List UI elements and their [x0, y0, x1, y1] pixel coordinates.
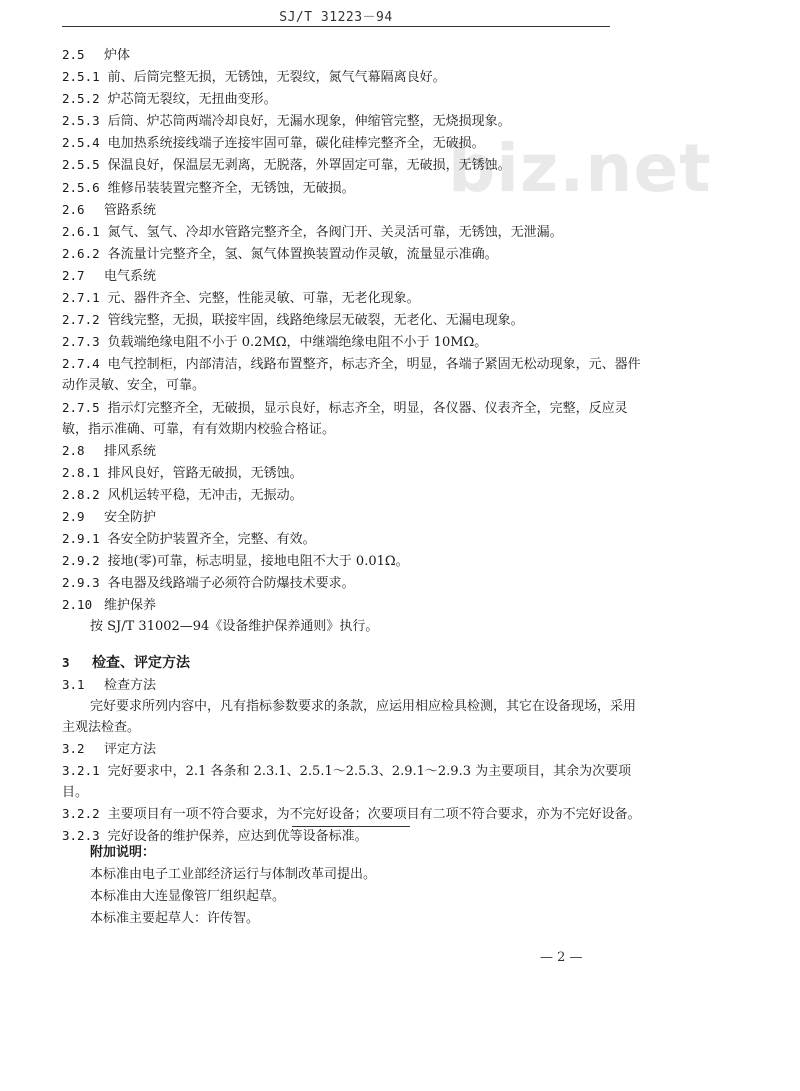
clause [62, 528, 642, 550]
clause-text: 风机运转平稳，无冲击，无振动。 [107, 487, 303, 503]
clause-number: 2.8.1 [62, 464, 100, 480]
clause-text: 电气系统 [104, 268, 157, 284]
clause-number: 2.5.5 [62, 157, 100, 173]
clause-number: 2.7.1 [62, 290, 100, 306]
clause-text: 按 SJ/T 31002—94《设备维护保养通则》执行。 [90, 619, 379, 635]
section-heading [62, 440, 642, 462]
clause-number: 2.10 [62, 597, 93, 613]
clause [62, 66, 642, 88]
clause-text: 检查、评定方法 [92, 654, 190, 671]
clause [62, 287, 642, 309]
clause-text: 氮气、氢气、冷却水管路完整齐全，各阀门开、关灵活可靠，无锈蚀，无泄漏。 [107, 224, 563, 240]
notes-line: 本标准由大连显像管厂组织起草。 [90, 889, 286, 904]
clause-text: 保温良好，保温层无剥离，无脱落，外罩固定可靠，无破损，无锈蚀。 [107, 158, 511, 174]
section-heading [62, 738, 642, 760]
clause-number: 2.9.2 [62, 553, 100, 569]
clause-number: 2.9.3 [62, 575, 100, 591]
section-heading [62, 674, 642, 696]
clause-text: 电气控制柜，内部清洁，线路布置整齐，标志齐全，明显，各端子紧固无松动现象，元、器件动作灵敏、安全，可靠。 [62, 357, 641, 394]
clause [62, 696, 642, 738]
clause [62, 353, 642, 396]
clause-number: 2.9.1 [62, 531, 100, 547]
clause-number: 2.8 [62, 442, 85, 458]
clause-text: 管路系统 [104, 202, 157, 218]
clause-text: 排风系统 [104, 443, 157, 459]
clause [62, 760, 642, 803]
clause-text: 维护保养 [104, 598, 157, 614]
clause-number: 2.5.1 [62, 69, 100, 85]
clause-text: 电加热系统接线端子连接牢固可靠，碳化硅棒完整齐全，无破损。 [107, 136, 485, 152]
clause [62, 221, 642, 243]
clause-number: 2.5 [62, 47, 85, 62]
clause [62, 88, 642, 110]
clause-number: 3.2 [62, 740, 85, 756]
clause-text: 完好要求中，2.1 各条和 2.3.1、2.5.1～2.5.3、2.9.1～2.9.3 为主要项目，其余为次要项目。 [62, 764, 632, 801]
clause-number: 3 [62, 654, 70, 670]
running-header: SJ/T 31223－94 [279, 10, 393, 25]
clause-text: 炉体 [104, 48, 131, 63]
section-heading [62, 506, 642, 528]
clause-number: 2.6 [62, 201, 85, 217]
clause-number: 2.5.4 [62, 135, 100, 151]
clause-number: 2.7 [62, 267, 85, 283]
clause-text: 各安全防护装置齐全，完整、有效。 [107, 532, 316, 548]
clause-text: 维修吊装装置完整齐全，无锈蚀，无破损。 [107, 180, 355, 196]
notes-line: 本标准主要起草人：许传智。 [90, 911, 260, 926]
clause [62, 397, 642, 440]
clause [62, 309, 642, 331]
notes-title: 附加说明： [90, 845, 156, 860]
clause [62, 154, 642, 176]
clause-number: 2.7.4 [62, 356, 100, 372]
clause [62, 331, 642, 353]
clause-text: 排风良好，管路无破损，无锈蚀。 [107, 465, 303, 481]
clause-number: 3.2.3 [62, 828, 100, 844]
clause-text: 元、器件齐全、完整，性能灵敏、可靠，无老化现象。 [107, 291, 420, 307]
additional-notes [90, 842, 376, 930]
watermark: biz.net [448, 130, 712, 207]
clause-number: 2.6.2 [62, 245, 100, 261]
clause [62, 803, 642, 825]
clause [62, 484, 642, 506]
clause-text: 炉芯筒无裂纹，无扭曲变形。 [107, 92, 277, 108]
clause-text: 管线完整，无损，联接牢固，线路绝缘层无破裂，无老化、无漏电现象。 [107, 313, 524, 329]
clause-text: 主要项目有一项不符合要求，为不完好设备；次要项目有二项不符合要求，亦为不完好设备。 [107, 807, 641, 823]
clause-number: 2.5.6 [62, 179, 100, 195]
section-heading [62, 652, 642, 674]
section-divider [292, 826, 410, 827]
page-number: — 2 — [540, 950, 583, 965]
clause [62, 550, 642, 572]
clause-number: 3.2.2 [62, 806, 100, 822]
section-heading [62, 265, 642, 287]
document-body [62, 44, 642, 847]
clause-number: 2.7.2 [62, 312, 100, 328]
clause [62, 110, 642, 132]
clause-text: 接地(零)可靠，标志明显，接地电阻不大于 0.01Ω。 [107, 554, 409, 570]
clause-number: 2.9 [62, 508, 85, 524]
clause-text: 完好设备的维护保养，应达到优等设备标准。 [107, 829, 368, 845]
clause-number: 2.8.2 [62, 486, 100, 502]
clause-text: 负载端绝缘电阻不小于 0.2MΩ，中继端绝缘电阻不小于 10MΩ。 [107, 335, 488, 351]
clause-text: 后筒、炉芯筒两端冷却良好，无漏水现象，伸缩管完整，无烧损现象。 [107, 114, 511, 130]
clause-text: 前、后筒完整无损，无锈蚀，无裂纹，氮气气幕隔离良好。 [107, 70, 446, 86]
clause-text: 检查方法 [104, 677, 157, 693]
clause [62, 572, 642, 594]
clause-number: 2.5.3 [62, 113, 100, 129]
clause-text: 完好要求所列内容中，凡有指标参数要求的条款，应运用相应检具检测，其它在设备现场，采用主观法检查。 [62, 698, 637, 735]
clause [62, 462, 642, 484]
clause [62, 243, 642, 265]
clause [62, 177, 642, 199]
clause-text: 评定方法 [104, 741, 157, 757]
clause-text: 安全防护 [104, 509, 157, 525]
clause-number: 3.1 [62, 676, 85, 692]
clause-text: 指示灯完整齐全，无破损，显示良好，标志齐全，明显，各仪器、仪表齐全，完整，反应灵敏，指示准确、可靠，有有效期内校验合格证。 [62, 400, 628, 437]
clause-number: 2.6.1 [62, 223, 100, 239]
clause-text: 各流量计完整齐全，氢、氮气体置换装置动作灵敏，流量显示准确。 [107, 246, 498, 262]
section-heading [62, 594, 642, 616]
clause-number: 2.7.3 [62, 334, 100, 350]
clause-number: 3.2.1 [62, 763, 100, 778]
notes-line: 本标准由电子工业部经济运行与体制改革司提出。 [90, 867, 377, 882]
section-heading [62, 44, 642, 66]
clause-number: 2.5.2 [62, 91, 100, 107]
clause-number: 2.7.5 [62, 399, 100, 415]
clause [62, 616, 642, 637]
section-heading [62, 199, 642, 221]
clause-text: 各电器及线路端子必须符合防爆技术要求。 [107, 576, 355, 592]
clause [62, 132, 642, 154]
header-rule [62, 26, 610, 27]
